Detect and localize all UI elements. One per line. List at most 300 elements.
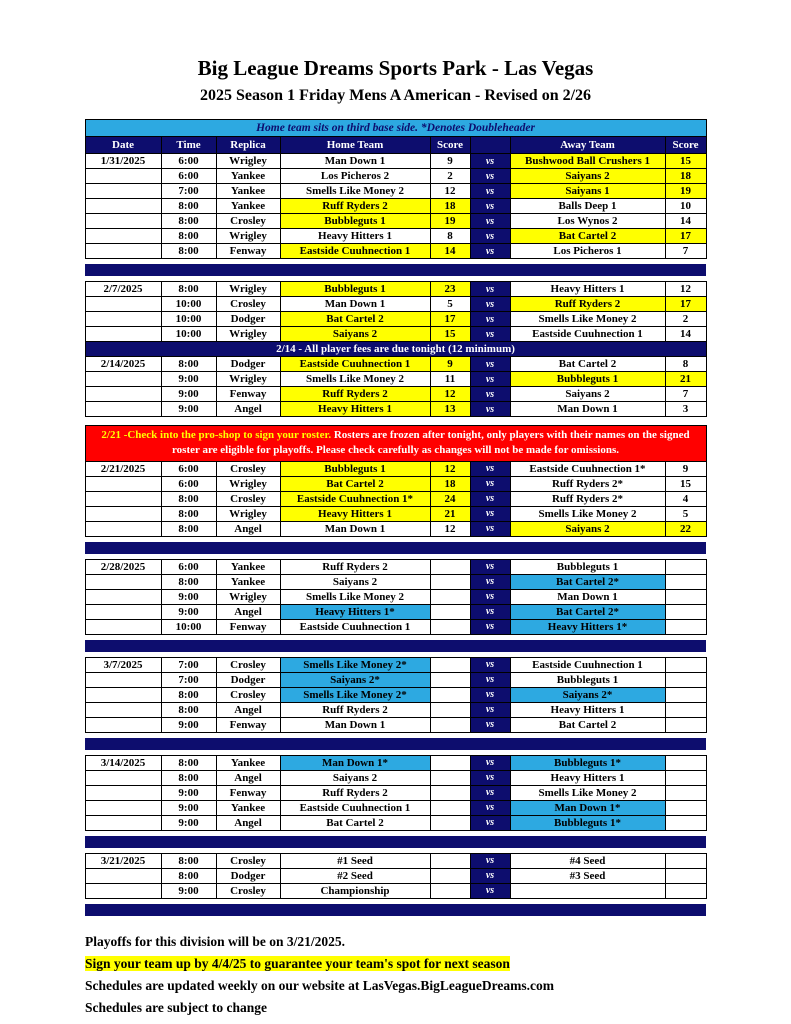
- date-cell: 3/21/2025: [85, 853, 161, 868]
- vs-cell: vs: [470, 169, 510, 184]
- date-cell: 3/14/2025: [85, 755, 161, 770]
- vs-cell: vs: [470, 687, 510, 702]
- away-team-cell: [510, 883, 665, 898]
- date-cell: [85, 883, 161, 898]
- away-team-cell: Bat Cartel 2*: [510, 604, 665, 619]
- time-cell: 10:00: [161, 312, 216, 327]
- home-score-cell: 19: [430, 214, 470, 229]
- replica-cell: Fenway: [216, 244, 280, 259]
- away-team-cell: Saiyans 2: [510, 521, 665, 536]
- away-team-cell: Bat Cartel 2: [510, 717, 665, 732]
- game-row: [85, 312, 706, 327]
- replica-cell: Yankee: [216, 755, 280, 770]
- alert-body-text: Rosters are frozen after tonight, only players with their names on the signed roster are eligible for playoffs. Please check carefully as changes will not be made for omissions.: [172, 429, 690, 457]
- date-cell: [85, 214, 161, 229]
- home-team-cell: #2 Seed: [280, 868, 430, 883]
- home-team-cell: Eastside Cuuhnection 1: [280, 800, 430, 815]
- game-row: [85, 357, 706, 372]
- time-cell: 6:00: [161, 154, 216, 169]
- home-score-cell: 13: [430, 402, 470, 417]
- time-cell: 6:00: [161, 476, 216, 491]
- home-team-cell: Bat Cartel 2: [280, 815, 430, 830]
- home-score-cell: 9: [430, 357, 470, 372]
- home-score-cell: 15: [430, 327, 470, 342]
- home-score-cell: 2: [430, 169, 470, 184]
- separator-cell: [85, 898, 706, 921]
- home-team-cell: Heavy Hitters 1*: [280, 604, 430, 619]
- home-score-cell: [430, 770, 470, 785]
- footer-line: [85, 934, 706, 950]
- away-team-cell: Eastside Cuuhnection 1: [510, 657, 665, 672]
- date-cell: [85, 770, 161, 785]
- away-score-cell: 7: [665, 244, 706, 259]
- away-team-cell: Heavy Hitters 1*: [510, 619, 665, 634]
- home-team-cell: Bubbleguts 1: [280, 214, 430, 229]
- date-cell: [85, 619, 161, 634]
- away-score-cell: 15: [665, 154, 706, 169]
- time-cell: 8:00: [161, 282, 216, 297]
- replica-cell: Angel: [216, 770, 280, 785]
- replica-cell: Yankee: [216, 559, 280, 574]
- away-score-cell: [665, 770, 706, 785]
- vs-cell: vs: [470, 357, 510, 372]
- time-cell: 7:00: [161, 657, 216, 672]
- away-score-cell: 19: [665, 184, 706, 199]
- replica-cell: Wrigley: [216, 372, 280, 387]
- time-cell: 8:00: [161, 199, 216, 214]
- time-cell: 9:00: [161, 717, 216, 732]
- home-score-cell: 5: [430, 297, 470, 312]
- home-score-cell: 12: [430, 387, 470, 402]
- away-team-cell: Bat Cartel 2: [510, 357, 665, 372]
- away-score-cell: [665, 800, 706, 815]
- replica-cell: Wrigley: [216, 154, 280, 169]
- separator-cell: [85, 259, 706, 282]
- date-cell: [85, 402, 161, 417]
- game-row: [85, 868, 706, 883]
- game-row: [85, 770, 706, 785]
- replica-cell: Angel: [216, 702, 280, 717]
- time-cell: 9:00: [161, 883, 216, 898]
- away-team-cell: Bubbleguts 1: [510, 559, 665, 574]
- away-score-cell: [665, 672, 706, 687]
- date-cell: [85, 312, 161, 327]
- game-row: [85, 785, 706, 800]
- home-team-cell: Heavy Hitters 1: [280, 402, 430, 417]
- date-cell: 2/7/2025: [85, 282, 161, 297]
- replica-cell: Crosley: [216, 461, 280, 476]
- away-score-cell: [665, 589, 706, 604]
- game-row: [85, 229, 706, 244]
- home-team-cell: Ruff Ryders 2: [280, 559, 430, 574]
- game-row: [85, 687, 706, 702]
- separator-bar: [85, 836, 706, 848]
- home-score-cell: [430, 800, 470, 815]
- vs-cell: vs: [470, 282, 510, 297]
- vs-cell: vs: [470, 800, 510, 815]
- footer: [85, 934, 706, 1016]
- time-cell: 9:00: [161, 785, 216, 800]
- separator-cell: [85, 634, 706, 657]
- away-score-cell: [665, 619, 706, 634]
- vs-cell: vs: [470, 574, 510, 589]
- game-row: [85, 372, 706, 387]
- home-team-cell: Eastside Cuuhnection 1: [280, 244, 430, 259]
- section-separator: [85, 898, 706, 921]
- separator-bar: [85, 264, 706, 276]
- footer-line-text: Playoffs for this division will be on 3/21/2025.: [85, 933, 346, 949]
- replica-cell: Crosley: [216, 491, 280, 506]
- column-header-time: Time: [161, 137, 216, 154]
- replica-cell: Dodger: [216, 357, 280, 372]
- replica-cell: Fenway: [216, 619, 280, 634]
- time-cell: 8:00: [161, 770, 216, 785]
- away-team-cell: Bubbleguts 1*: [510, 815, 665, 830]
- away-score-cell: [665, 785, 706, 800]
- section-separator: [85, 830, 706, 853]
- away-score-cell: 5: [665, 506, 706, 521]
- away-score-cell: [665, 604, 706, 619]
- separator-cell: [85, 732, 706, 755]
- away-team-cell: Ruff Ryders 2*: [510, 476, 665, 491]
- home-score-cell: 24: [430, 491, 470, 506]
- column-header-score: Score: [430, 137, 470, 154]
- spacer-row: [85, 417, 706, 426]
- away-team-cell: Eastside Cuuhnection 1*: [510, 461, 665, 476]
- date-cell: [85, 687, 161, 702]
- home-score-cell: [430, 672, 470, 687]
- away-score-cell: [665, 815, 706, 830]
- header-row: [85, 137, 706, 154]
- home-score-cell: [430, 657, 470, 672]
- away-score-cell: 17: [665, 229, 706, 244]
- notice-row: [85, 342, 706, 357]
- vs-cell: vs: [470, 717, 510, 732]
- replica-cell: Wrigley: [216, 476, 280, 491]
- date-cell: [85, 521, 161, 536]
- game-row: [85, 853, 706, 868]
- vs-cell: vs: [470, 506, 510, 521]
- time-cell: 8:00: [161, 521, 216, 536]
- home-score-cell: [430, 717, 470, 732]
- date-cell: 2/28/2025: [85, 559, 161, 574]
- game-row: [85, 589, 706, 604]
- away-score-cell: [665, 574, 706, 589]
- replica-cell: Crosley: [216, 214, 280, 229]
- date-cell: [85, 387, 161, 402]
- schedule-body: [85, 154, 706, 921]
- date-cell: [85, 199, 161, 214]
- home-score-cell: [430, 883, 470, 898]
- date-cell: [85, 800, 161, 815]
- away-team-cell: Ruff Ryders 2: [510, 297, 665, 312]
- time-cell: 8:00: [161, 868, 216, 883]
- replica-cell: Wrigley: [216, 589, 280, 604]
- replica-cell: Crosley: [216, 297, 280, 312]
- game-row: [85, 199, 706, 214]
- home-score-cell: 17: [430, 312, 470, 327]
- footer-line-text: Sign your team up by 4/4/25 to guarantee your team's spot for next season: [85, 955, 510, 971]
- away-score-cell: 10: [665, 199, 706, 214]
- vs-cell: vs: [470, 619, 510, 634]
- replica-cell: Angel: [216, 604, 280, 619]
- vs-cell: vs: [470, 297, 510, 312]
- date-cell: 3/7/2025: [85, 657, 161, 672]
- away-score-cell: 14: [665, 214, 706, 229]
- home-team-cell: Eastside Cuuhnection 1: [280, 619, 430, 634]
- away-score-cell: 8: [665, 357, 706, 372]
- time-cell: 6:00: [161, 461, 216, 476]
- home-team-cell: Bat Cartel 2: [280, 476, 430, 491]
- footer-line: [85, 956, 706, 972]
- vs-cell: vs: [470, 853, 510, 868]
- game-row: [85, 800, 706, 815]
- away-score-cell: 2: [665, 312, 706, 327]
- replica-cell: Angel: [216, 402, 280, 417]
- vs-cell: vs: [470, 770, 510, 785]
- game-row: [85, 491, 706, 506]
- away-score-cell: [665, 868, 706, 883]
- replica-cell: Dodger: [216, 672, 280, 687]
- alert-highlight-text: 2/21 -Check into the pro-shop to sign your roster.: [101, 429, 332, 441]
- vs-cell: vs: [470, 755, 510, 770]
- date-cell: [85, 184, 161, 199]
- home-team-cell: Ruff Ryders 2: [280, 702, 430, 717]
- home-team-cell: Ruff Ryders 2: [280, 387, 430, 402]
- home-score-cell: 21: [430, 506, 470, 521]
- away-score-cell: 4: [665, 491, 706, 506]
- vs-cell: vs: [470, 883, 510, 898]
- home-team-cell: Smells Like Money 2: [280, 589, 430, 604]
- game-row: [85, 244, 706, 259]
- vs-cell: vs: [470, 461, 510, 476]
- away-score-cell: 12: [665, 282, 706, 297]
- vs-cell: vs: [470, 372, 510, 387]
- time-cell: 8:00: [161, 853, 216, 868]
- away-score-cell: 15: [665, 476, 706, 491]
- away-score-cell: [665, 717, 706, 732]
- column-header-replica: Replica: [216, 137, 280, 154]
- separator-bar: [85, 904, 706, 916]
- footer-line: [85, 978, 706, 994]
- section-separator: [85, 259, 706, 282]
- section-separator: [85, 634, 706, 657]
- home-team-cell: Man Down 1: [280, 297, 430, 312]
- separator-bar: [85, 640, 706, 652]
- away-team-cell: Saiyans 2: [510, 387, 665, 402]
- vs-cell: vs: [470, 785, 510, 800]
- home-team-cell: Saiyans 2*: [280, 672, 430, 687]
- away-team-cell: #3 Seed: [510, 868, 665, 883]
- time-cell: 9:00: [161, 372, 216, 387]
- time-cell: 8:00: [161, 357, 216, 372]
- home-score-cell: [430, 619, 470, 634]
- separator-cell: [85, 830, 706, 853]
- away-score-cell: [665, 702, 706, 717]
- game-row: [85, 604, 706, 619]
- away-team-cell: Man Down 1*: [510, 800, 665, 815]
- game-row: [85, 717, 706, 732]
- section-separator: [85, 536, 706, 559]
- vs-cell: vs: [470, 402, 510, 417]
- away-score-cell: [665, 853, 706, 868]
- away-team-cell: Saiyans 1: [510, 184, 665, 199]
- home-score-cell: [430, 815, 470, 830]
- game-row: [85, 755, 706, 770]
- date-cell: [85, 169, 161, 184]
- home-score-cell: [430, 702, 470, 717]
- alert-row: [85, 426, 706, 462]
- game-row: [85, 657, 706, 672]
- away-team-cell: Balls Deep 1: [510, 199, 665, 214]
- time-cell: 8:00: [161, 702, 216, 717]
- replica-cell: Angel: [216, 521, 280, 536]
- away-team-cell: Bat Cartel 2: [510, 229, 665, 244]
- home-score-cell: 14: [430, 244, 470, 259]
- column-header-score: Score: [665, 137, 706, 154]
- time-cell: 9:00: [161, 800, 216, 815]
- replica-cell: Crosley: [216, 883, 280, 898]
- date-cell: 2/21/2025: [85, 461, 161, 476]
- date-cell: [85, 815, 161, 830]
- vs-cell: vs: [470, 521, 510, 536]
- banner-text: Home team sits on third base side. *Denotes Doubleheader: [85, 120, 706, 137]
- home-score-cell: [430, 604, 470, 619]
- away-team-cell: Ruff Ryders 2*: [510, 491, 665, 506]
- time-cell: 10:00: [161, 327, 216, 342]
- game-row: [85, 506, 706, 521]
- time-cell: 9:00: [161, 815, 216, 830]
- home-team-cell: Man Down 1: [280, 717, 430, 732]
- away-team-cell: Bubbleguts 1: [510, 672, 665, 687]
- home-score-cell: 9: [430, 154, 470, 169]
- game-row: [85, 327, 706, 342]
- game-row: [85, 559, 706, 574]
- replica-cell: Crosley: [216, 853, 280, 868]
- vs-cell: vs: [470, 604, 510, 619]
- home-score-cell: 18: [430, 476, 470, 491]
- date-cell: [85, 506, 161, 521]
- vs-cell: vs: [470, 589, 510, 604]
- replica-cell: Crosley: [216, 657, 280, 672]
- away-score-cell: 18: [665, 169, 706, 184]
- away-score-cell: 3: [665, 402, 706, 417]
- away-team-cell: Man Down 1: [510, 402, 665, 417]
- away-team-cell: Saiyans 2*: [510, 687, 665, 702]
- footer-line: [85, 1000, 706, 1016]
- date-cell: [85, 574, 161, 589]
- notice-text: 2/14 - All player fees are due tonight (12 minimum): [85, 342, 706, 357]
- home-score-cell: [430, 589, 470, 604]
- home-team-cell: Eastside Cuuhnection 1*: [280, 491, 430, 506]
- home-score-cell: 11: [430, 372, 470, 387]
- vs-cell: vs: [470, 199, 510, 214]
- replica-cell: Yankee: [216, 800, 280, 815]
- away-score-cell: [665, 559, 706, 574]
- away-score-cell: [665, 657, 706, 672]
- vs-cell: vs: [470, 491, 510, 506]
- time-cell: 8:00: [161, 574, 216, 589]
- game-row: [85, 297, 706, 312]
- home-team-cell: Man Down 1: [280, 521, 430, 536]
- schedule-head: [85, 120, 706, 154]
- replica-cell: Angel: [216, 815, 280, 830]
- column-header-vs: [470, 137, 510, 154]
- date-cell: [85, 702, 161, 717]
- time-cell: 8:00: [161, 687, 216, 702]
- banner-row: [85, 120, 706, 137]
- home-team-cell: Los Picheros 2: [280, 169, 430, 184]
- vs-cell: vs: [470, 214, 510, 229]
- game-row: [85, 282, 706, 297]
- away-score-cell: 17: [665, 297, 706, 312]
- date-cell: 1/31/2025: [85, 154, 161, 169]
- time-cell: 8:00: [161, 229, 216, 244]
- home-team-cell: Bubbleguts 1: [280, 282, 430, 297]
- time-cell: 10:00: [161, 619, 216, 634]
- home-team-cell: Bubbleguts 1: [280, 461, 430, 476]
- home-team-cell: Heavy Hitters 1: [280, 506, 430, 521]
- time-cell: 10:00: [161, 297, 216, 312]
- away-team-cell: Heavy Hitters 1: [510, 702, 665, 717]
- vs-cell: vs: [470, 476, 510, 491]
- date-cell: [85, 589, 161, 604]
- away-team-cell: Eastside Cuuhnection 1: [510, 327, 665, 342]
- home-score-cell: 12: [430, 184, 470, 199]
- away-score-cell: [665, 755, 706, 770]
- vs-cell: vs: [470, 815, 510, 830]
- section-separator: [85, 732, 706, 755]
- replica-cell: Wrigley: [216, 229, 280, 244]
- home-team-cell: Eastside Cuuhnection 1: [280, 357, 430, 372]
- home-team-cell: Bat Cartel 2: [280, 312, 430, 327]
- page-subtitle: 2025 Season 1 Friday Mens A American - Revised on 2/26: [199, 87, 592, 104]
- home-score-cell: [430, 755, 470, 770]
- time-cell: 8:00: [161, 506, 216, 521]
- home-score-cell: 8: [430, 229, 470, 244]
- away-score-cell: [665, 883, 706, 898]
- time-cell: 8:00: [161, 244, 216, 259]
- replica-cell: Crosley: [216, 687, 280, 702]
- game-row: [85, 702, 706, 717]
- column-header-away-team: Away Team: [510, 137, 665, 154]
- game-row: [85, 387, 706, 402]
- vs-cell: vs: [470, 657, 510, 672]
- home-team-cell: Saiyans 2: [280, 327, 430, 342]
- game-row: [85, 169, 706, 184]
- game-row: [85, 476, 706, 491]
- vs-cell: vs: [470, 672, 510, 687]
- away-team-cell: Bubbleguts 1*: [510, 755, 665, 770]
- home-score-cell: [430, 785, 470, 800]
- date-cell: [85, 672, 161, 687]
- away-team-cell: Smells Like Money 2: [510, 312, 665, 327]
- replica-cell: Fenway: [216, 717, 280, 732]
- date-cell: [85, 604, 161, 619]
- game-row: [85, 574, 706, 589]
- game-row: [85, 402, 706, 417]
- game-row: [85, 672, 706, 687]
- alert-text: [85, 426, 706, 462]
- column-header-home-team: Home Team: [280, 137, 430, 154]
- date-cell: [85, 297, 161, 312]
- game-row: [85, 521, 706, 536]
- date-cell: [85, 476, 161, 491]
- game-row: [85, 619, 706, 634]
- replica-cell: Yankee: [216, 184, 280, 199]
- time-cell: 6:00: [161, 169, 216, 184]
- away-team-cell: Bat Cartel 2*: [510, 574, 665, 589]
